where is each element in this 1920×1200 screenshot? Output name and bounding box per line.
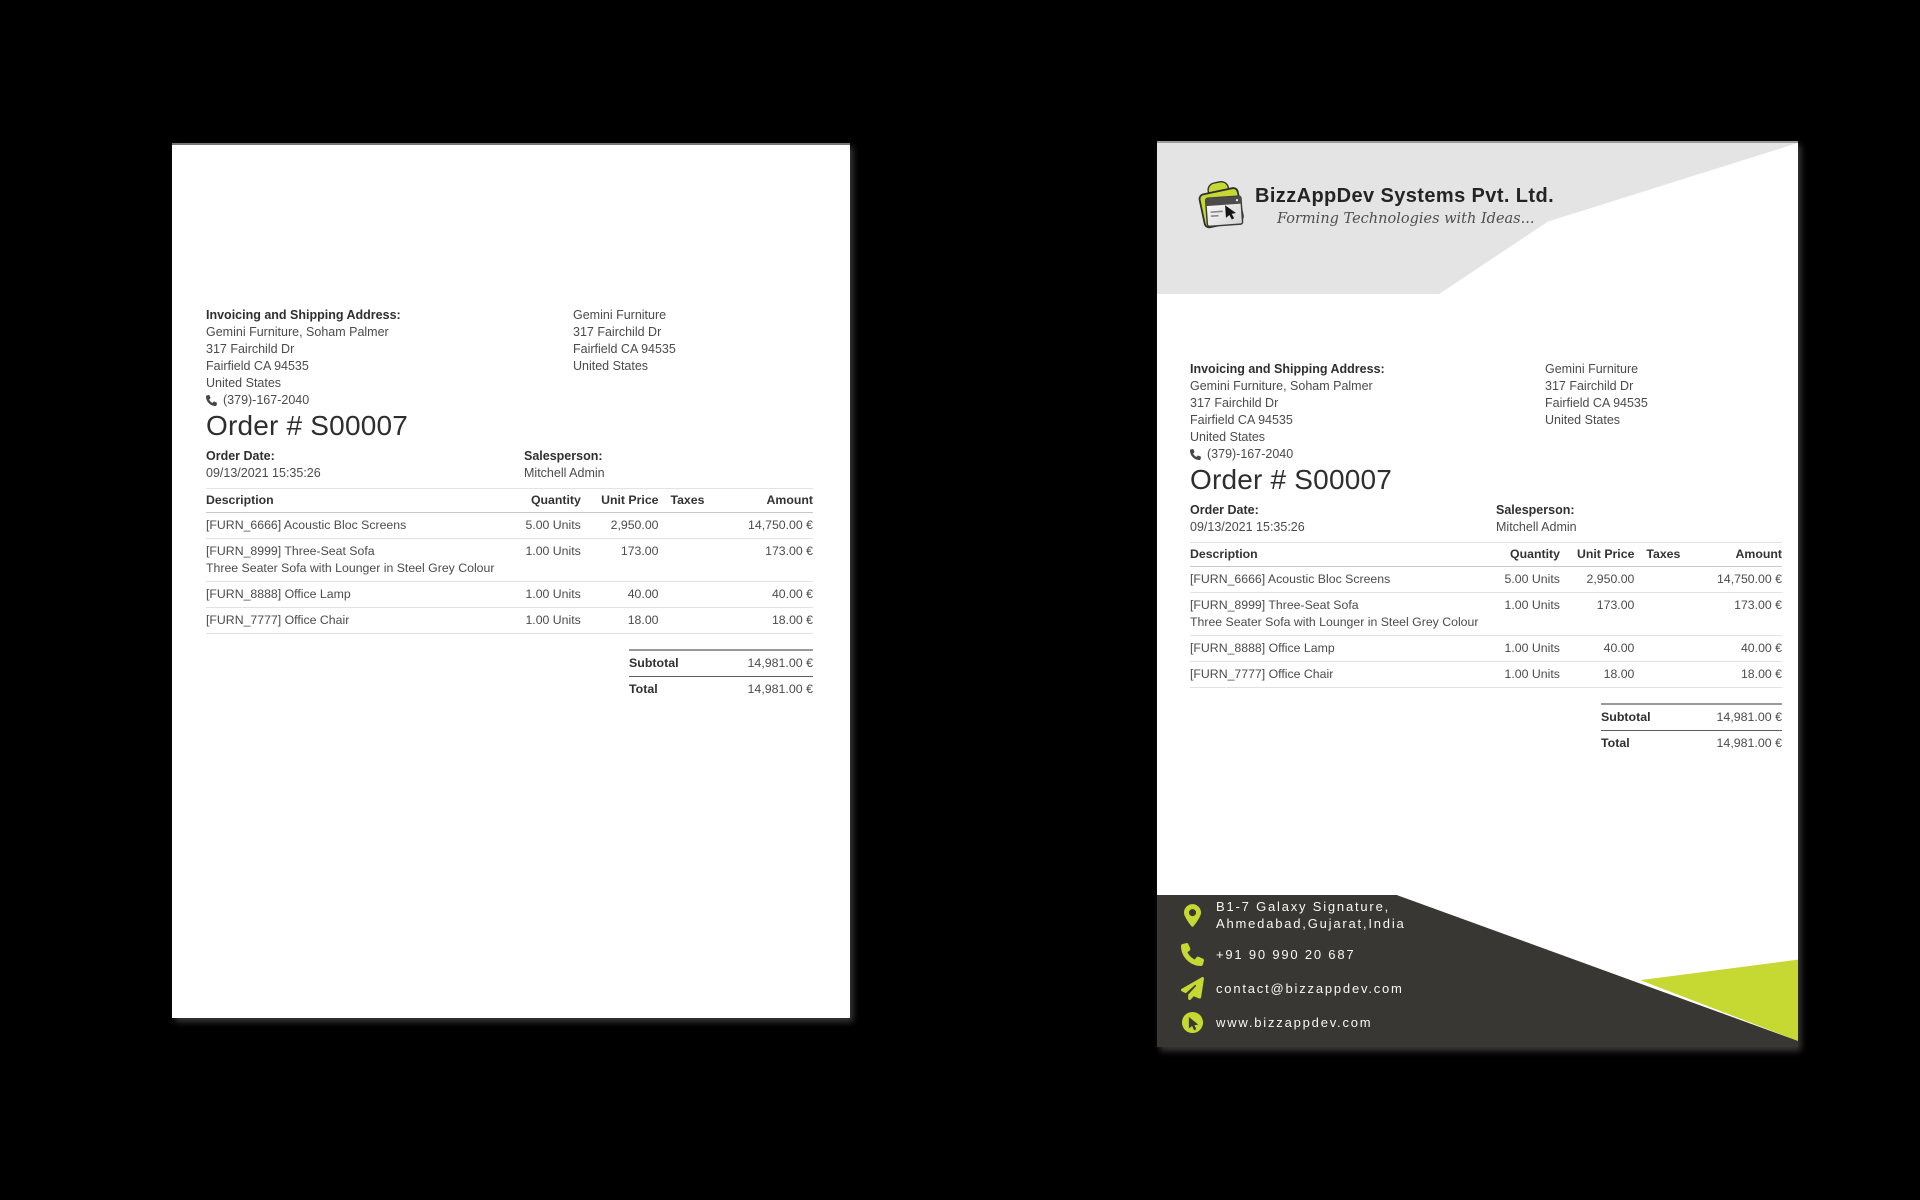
row-unit-price: 2,950.00 <box>1560 567 1634 593</box>
row-amount: 14,750.00 € <box>712 513 813 539</box>
salesperson-value: Mitchell Admin <box>1496 520 1577 534</box>
row-unit-price: 40.00 <box>1560 636 1634 662</box>
footer-phone <box>1179 943 1406 966</box>
salesperson-label: Salesperson: <box>1496 503 1575 517</box>
table-row <box>206 539 813 582</box>
col-amount: Amount <box>712 489 813 513</box>
row-unit-price: 40.00 <box>581 582 659 608</box>
order-date-value: 09/13/2021 15:35:26 <box>206 466 321 480</box>
total-row <box>1601 730 1782 756</box>
totals-block <box>629 649 813 702</box>
shipping-address <box>573 307 676 375</box>
footer-phone-number: +91 90 990 20 687 <box>1216 947 1356 962</box>
total-label: Total <box>1601 736 1630 750</box>
row-description: [FURN_7777] Office Chair <box>1190 662 1478 688</box>
row-quantity: 1.00 Units <box>494 608 580 634</box>
subtotal-label: Subtotal <box>1601 710 1651 724</box>
row-description: [FURN_8999] Three-Seat Sofa Three Seater Sofa with Lounger in Steel Grey Colour <box>206 539 494 582</box>
total-value: 14,981.00 € <box>1716 736 1782 750</box>
phone-icon <box>206 395 217 406</box>
billing-address <box>1190 361 1782 463</box>
invoice-page-plain <box>172 143 850 1018</box>
footer-address <box>1179 898 1406 932</box>
table-row <box>206 608 813 634</box>
row-amount: 40.00 € <box>1687 636 1782 662</box>
order-date-label: Order Date: <box>1190 503 1259 517</box>
total-label: Total <box>629 682 658 696</box>
order-title: Order # S00007 <box>1190 464 1393 495</box>
shipping-line: Fairfield CA 94535 <box>573 342 676 356</box>
table-row <box>1190 567 1782 593</box>
order-info <box>206 448 813 482</box>
billing-line: Fairfield CA 94535 <box>206 359 309 373</box>
shipping-line: 317 Fairchild Dr <box>573 325 662 339</box>
address-label: Invoicing and Shipping Address: <box>206 308 401 322</box>
company-name: BizzAppDev Systems Pvt. Ltd. <box>1255 185 1555 207</box>
row-note: Three Seater Sofa with Lounger in Steel Grey Colour <box>1190 615 1479 629</box>
row-unit-price: 18.00 <box>581 608 659 634</box>
table-row <box>1190 593 1782 636</box>
salesperson <box>1496 502 1577 536</box>
row-description: [FURN_8888] Office Lamp <box>1190 636 1478 662</box>
row-unit-price: 2,950.00 <box>581 513 659 539</box>
billing-address <box>206 307 813 409</box>
billing-phone <box>206 392 813 409</box>
subtotal-value: 14,981.00 € <box>1716 710 1782 724</box>
row-amount: 14,750.00 € <box>1687 567 1782 593</box>
row-amount: 173.00 € <box>1687 593 1782 636</box>
billing-phone-number: (379)-167-2040 <box>223 393 310 407</box>
row-taxes <box>1634 662 1686 688</box>
row-amount: 40.00 € <box>712 582 813 608</box>
totals-block <box>1601 703 1782 756</box>
row-amount: 18.00 € <box>712 608 813 634</box>
row-quantity: 1.00 Units <box>494 582 580 608</box>
shipping-line: United States <box>573 359 649 373</box>
salesperson <box>524 448 605 482</box>
order-info <box>1190 502 1782 536</box>
order-date-value: 09/13/2021 15:35:26 <box>1190 520 1305 534</box>
col-taxes: Taxes <box>659 489 713 513</box>
billing-line: Fairfield CA 94535 <box>1190 413 1293 427</box>
row-taxes <box>659 582 713 608</box>
row-quantity: 5.00 Units <box>1478 567 1559 593</box>
row-taxes <box>1634 593 1686 636</box>
footer-website <box>1179 1011 1406 1034</box>
footer-address-line1: B1-7 Galaxy Signature, <box>1216 899 1391 914</box>
shipping-line: Fairfield CA 94535 <box>1545 396 1648 410</box>
col-quantity: Quantity <box>494 489 580 513</box>
order-date <box>206 448 813 482</box>
globe-cursor-icon <box>1179 1011 1205 1034</box>
row-description: [FURN_6666] Acoustic Bloc Screens <box>1190 567 1478 593</box>
address-block <box>1190 361 1782 463</box>
billing-phone-number: (379)-167-2040 <box>1207 447 1294 461</box>
shipping-line: United States <box>1545 413 1621 427</box>
row-taxes <box>1634 636 1686 662</box>
order-lines-table <box>1190 542 1782 688</box>
row-amount: 18.00 € <box>1687 662 1782 688</box>
row-amount: 173.00 € <box>712 539 813 582</box>
table-row <box>1190 662 1782 688</box>
table-row <box>206 582 813 608</box>
phone-icon <box>1190 449 1201 460</box>
footer-website-url: www.bizzappdev.com <box>1216 1015 1373 1030</box>
table-row <box>1190 636 1782 662</box>
invoice-page-branded <box>1157 141 1798 1047</box>
row-taxes <box>659 539 713 582</box>
row-description: [FURN_7777] Office Chair <box>206 608 494 634</box>
row-description: [FURN_8999] Three-Seat Sofa Three Seater Sofa with Lounger in Steel Grey Colour <box>1190 593 1478 636</box>
row-description: [FURN_6666] Acoustic Bloc Screens <box>206 513 494 539</box>
document-body <box>172 145 850 1018</box>
footer-address-line2: Ahmedabad,Gujarat,India <box>1216 916 1406 931</box>
address-block <box>206 307 813 409</box>
footer-email-address: contact@bizzappdev.com <box>1216 981 1404 996</box>
table-header-row <box>206 489 813 513</box>
billing-line: Gemini Furniture, Soham Palmer <box>1190 379 1373 393</box>
table-header-row <box>1190 543 1782 567</box>
footer-email <box>1179 977 1406 1000</box>
table-row <box>206 513 813 539</box>
shipping-line: Gemini Furniture <box>1545 362 1639 376</box>
row-description: [FURN_8888] Office Lamp <box>206 582 494 608</box>
row-taxes <box>1634 567 1686 593</box>
row-quantity: 5.00 Units <box>494 513 580 539</box>
order-date-label: Order Date: <box>206 449 275 463</box>
subtotal-value: 14,981.00 € <box>747 656 813 670</box>
row-quantity: 1.00 Units <box>1478 593 1559 636</box>
row-unit-price: 173.00 <box>581 539 659 582</box>
col-taxes: Taxes <box>1634 543 1686 567</box>
paper-plane-icon <box>1179 977 1205 1000</box>
col-amount: Amount <box>1687 543 1782 567</box>
col-unit-price: Unit Price <box>1560 543 1634 567</box>
row-taxes <box>659 608 713 634</box>
row-quantity: 1.00 Units <box>1478 636 1559 662</box>
row-unit-price: 18.00 <box>1560 662 1634 688</box>
footer-contact-list <box>1179 898 1406 1045</box>
billing-line: United States <box>206 376 282 390</box>
row-quantity: 1.00 Units <box>1478 662 1559 688</box>
location-pin-icon <box>1179 904 1205 927</box>
shipping-line: Gemini Furniture <box>573 308 667 322</box>
phone-icon <box>1179 943 1205 966</box>
col-unit-price: Unit Price <box>581 489 659 513</box>
shipping-address <box>1545 361 1648 429</box>
billing-line: 317 Fairchild Dr <box>206 342 295 356</box>
col-description: Description <box>1190 543 1478 567</box>
address-label: Invoicing and Shipping Address: <box>1190 362 1385 376</box>
row-taxes <box>659 513 713 539</box>
total-value: 14,981.00 € <box>747 682 813 696</box>
order-lines-table <box>206 488 813 634</box>
shipping-line: 317 Fairchild Dr <box>1545 379 1634 393</box>
order-date <box>1190 502 1782 536</box>
col-quantity: Quantity <box>1478 543 1559 567</box>
subtotal-label: Subtotal <box>629 656 679 670</box>
order-title: Order # S00007 <box>206 410 409 441</box>
billing-line: Gemini Furniture, Soham Palmer <box>206 325 389 339</box>
billing-line: United States <box>1190 430 1266 444</box>
total-row <box>629 676 813 702</box>
brand-footer-band <box>1157 895 1798 1047</box>
subtotal-row <box>1601 703 1782 730</box>
salesperson-label: Salesperson: <box>524 449 603 463</box>
company-tagline: Forming Technologies with Ideas... <box>1277 211 1535 227</box>
row-quantity: 1.00 Units <box>494 539 580 582</box>
salesperson-value: Mitchell Admin <box>524 466 605 480</box>
billing-line: 317 Fairchild Dr <box>1190 396 1279 410</box>
row-unit-price: 173.00 <box>1560 593 1634 636</box>
row-note: Three Seater Sofa with Lounger in Steel Grey Colour <box>206 561 495 575</box>
subtotal-row <box>629 649 813 676</box>
col-description: Description <box>206 489 494 513</box>
billing-phone <box>1190 446 1782 463</box>
